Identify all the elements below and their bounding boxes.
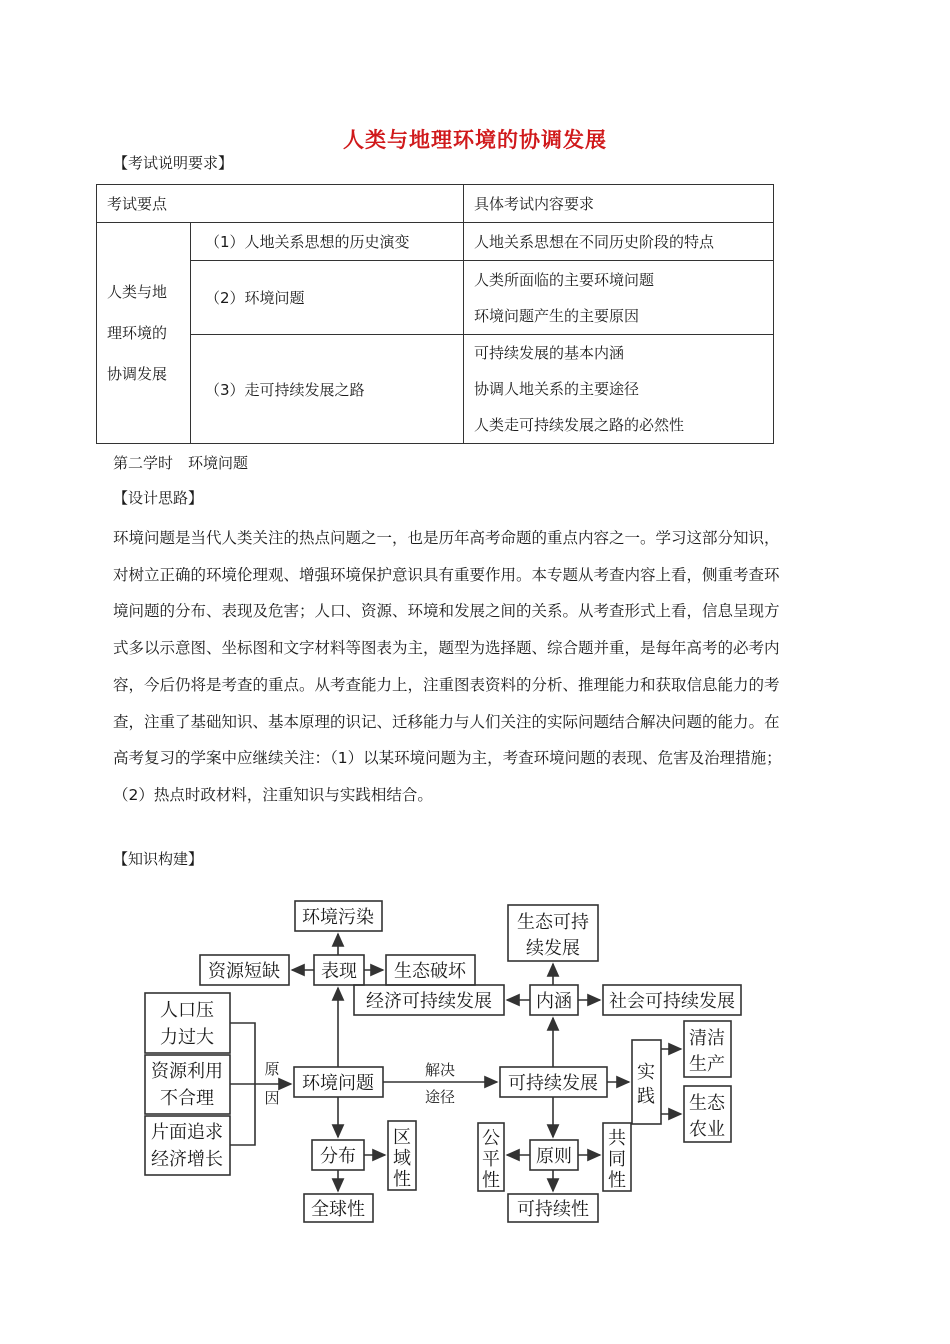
box-sustainability: [508, 1194, 598, 1222]
table-header-right: 具体考试内容要求: [464, 185, 774, 223]
label-one-sided: 经济增长: [151, 1149, 223, 1170]
label-fairness: 公: [482, 1128, 500, 1149]
box-social-sustain: [603, 985, 741, 1015]
box-global: [304, 1194, 373, 1222]
requirement-line: 人类所面临的主要环境问题: [474, 270, 655, 289]
paragraph-line: 容，今后仍将是考查的重点。从考查能力上，注重图表资料的分析、推理能力和获取信息能力的考: [113, 675, 780, 694]
box-distribution: [312, 1140, 364, 1170]
box-pop-pressure: [145, 993, 230, 1053]
table-req-cell: [464, 223, 774, 261]
exam-requirements-table: [96, 184, 774, 444]
box-eco-sustain: [508, 905, 598, 961]
label-sustainable: 可持续发展: [508, 1073, 598, 1094]
box-econ-sustain: [354, 985, 504, 1015]
label-cause: 原: [264, 1060, 280, 1078]
label-econ-sustain: 经济可持续发展: [366, 991, 492, 1012]
label-sustainability: 可持续性: [517, 1199, 589, 1220]
section-knowledge-heading: 【知识构建】: [113, 850, 204, 868]
box-manifestation: [314, 955, 364, 985]
label-common: 同: [608, 1149, 626, 1170]
label-regional: 域: [393, 1148, 411, 1169]
label-eco-damage: 生态破坏: [394, 961, 466, 982]
section-design-heading: 【设计思路】: [113, 489, 204, 507]
label-social-sustain: 社会可持续发展: [609, 991, 735, 1012]
main-topic-line: 协调发展: [107, 364, 168, 383]
label-manifestation: 表现: [321, 961, 357, 982]
table-point-cell: （2）环境问题: [191, 261, 464, 335]
design-paragraph: [113, 520, 843, 814]
label-practice: 实: [637, 1062, 655, 1083]
paragraph-line: 对树立正确的环境伦理观、增强环境保护意识具有重要作用。本专题从考查内容上看，侧重考查环: [113, 565, 780, 584]
table-main-topic: [97, 223, 191, 444]
label-solve: 解决: [424, 1061, 456, 1079]
label-eco-sustain: 生态可持: [517, 912, 589, 933]
table-point-cell: （3）走可持续发展之路: [191, 335, 464, 444]
table-row: [97, 223, 774, 261]
label-pop-pressure: 人口压: [160, 1000, 214, 1021]
label-shortage: 资源短缺: [208, 961, 280, 982]
table-row: [97, 335, 774, 444]
label-common: 共: [608, 1128, 626, 1149]
label-solve: 途径: [424, 1088, 456, 1106]
table-row: [97, 261, 774, 335]
requirement-line: 环境问题产生的主要原因: [474, 306, 640, 325]
paragraph-line: 式多以示意图、坐标图和文字材料等图表为主，题型为选择题、综合题并重，是每年高考的必考内: [113, 639, 780, 658]
box-one-sided: [145, 1116, 230, 1175]
lesson-title: 第二学时 环境问题: [113, 454, 249, 472]
label-regional: 性: [393, 1169, 411, 1190]
label-resource-use: 资源利用: [151, 1061, 223, 1082]
paragraph-line: 境问题的分布、表现及危害；人口、资源、环境和发展之间的关系。从考查形式上看，信息呈现方: [113, 602, 780, 621]
label-env-problem: 环境问题: [302, 1073, 374, 1094]
paragraph-line: 高考复习的学案中应继续关注：（1）以某环境问题为主，考查环境问题的表现、危害及治理措施；: [113, 749, 782, 768]
box-principle: [530, 1140, 578, 1170]
label-pop-pressure: 力过大: [160, 1027, 214, 1048]
table-header-row: [97, 185, 774, 223]
label-eco-agri: 农业: [689, 1119, 725, 1140]
paragraph-line: 查，注重了基础知识、基本原理的识记、迁移能力与人们关注的实际问题结合解决问题的能力。在: [113, 712, 780, 731]
box-practice: [632, 1040, 661, 1124]
paragraph-line: 环境问题是当代人类关注的热点问题之一，也是历年高考命题的重点内容之一。学习这部分知识，: [113, 529, 780, 547]
section-exam-heading: 【考试说明要求】: [113, 154, 234, 172]
label-clean-prod: 生产: [689, 1054, 725, 1075]
label-distribution: 分布: [320, 1146, 356, 1167]
label-common: 性: [608, 1170, 626, 1191]
label-fairness: 性: [482, 1170, 500, 1191]
box-sustainable: [500, 1067, 607, 1097]
label-resource-use: 不合理: [160, 1088, 214, 1109]
page-title: 人类与地理环境的协调发展: [343, 128, 607, 152]
main-topic-line: 理环境的: [107, 323, 168, 342]
table-header-left: 考试要点: [97, 185, 464, 223]
main-topic-line: 人类与地: [107, 282, 168, 301]
label-eco-agri: 生态: [689, 1093, 725, 1114]
label-one-sided: 片面追求: [151, 1122, 223, 1143]
box-connotation: [530, 985, 578, 1015]
paragraph-line: （2）热点时政材料，注重知识与实践相结合。: [113, 785, 433, 804]
label-clean-prod: 清洁: [689, 1028, 725, 1049]
box-pollution: [295, 901, 382, 931]
box-eco-agri: [684, 1086, 731, 1142]
label-global: 全球性: [311, 1199, 365, 1220]
requirement-line: 可持续发展的基本内涵: [474, 344, 625, 362]
box-shortage: [200, 955, 289, 985]
label-principle: 原则: [536, 1146, 572, 1167]
label-fairness: 平: [482, 1149, 500, 1170]
box-clean-prod: [684, 1021, 731, 1077]
label-practice: 践: [637, 1086, 655, 1107]
label-regional: 区: [393, 1127, 411, 1148]
label-connotation: 内涵: [536, 991, 572, 1012]
label-pollution: 环境污染: [302, 907, 374, 928]
table-req-cell: [464, 335, 774, 444]
box-fairness: [478, 1123, 504, 1191]
label-eco-sustain: 续发展: [526, 938, 580, 959]
table-req-cell: [464, 261, 774, 335]
box-regional: [388, 1121, 416, 1190]
requirement-line: 人类走可持续发展之路的必然性: [474, 416, 685, 434]
requirement-line: 协调人地关系的主要途径: [474, 380, 640, 398]
box-env-problem: [294, 1067, 383, 1097]
box-resource-use: [145, 1055, 230, 1114]
label-cause: 因: [264, 1089, 280, 1107]
box-eco-damage: [386, 955, 475, 985]
box-common: [603, 1123, 631, 1191]
requirement-line: 人地关系思想在不同历史阶段的特点: [474, 232, 715, 251]
table-point-cell: （1）人地关系思想的历史演变: [191, 223, 464, 261]
